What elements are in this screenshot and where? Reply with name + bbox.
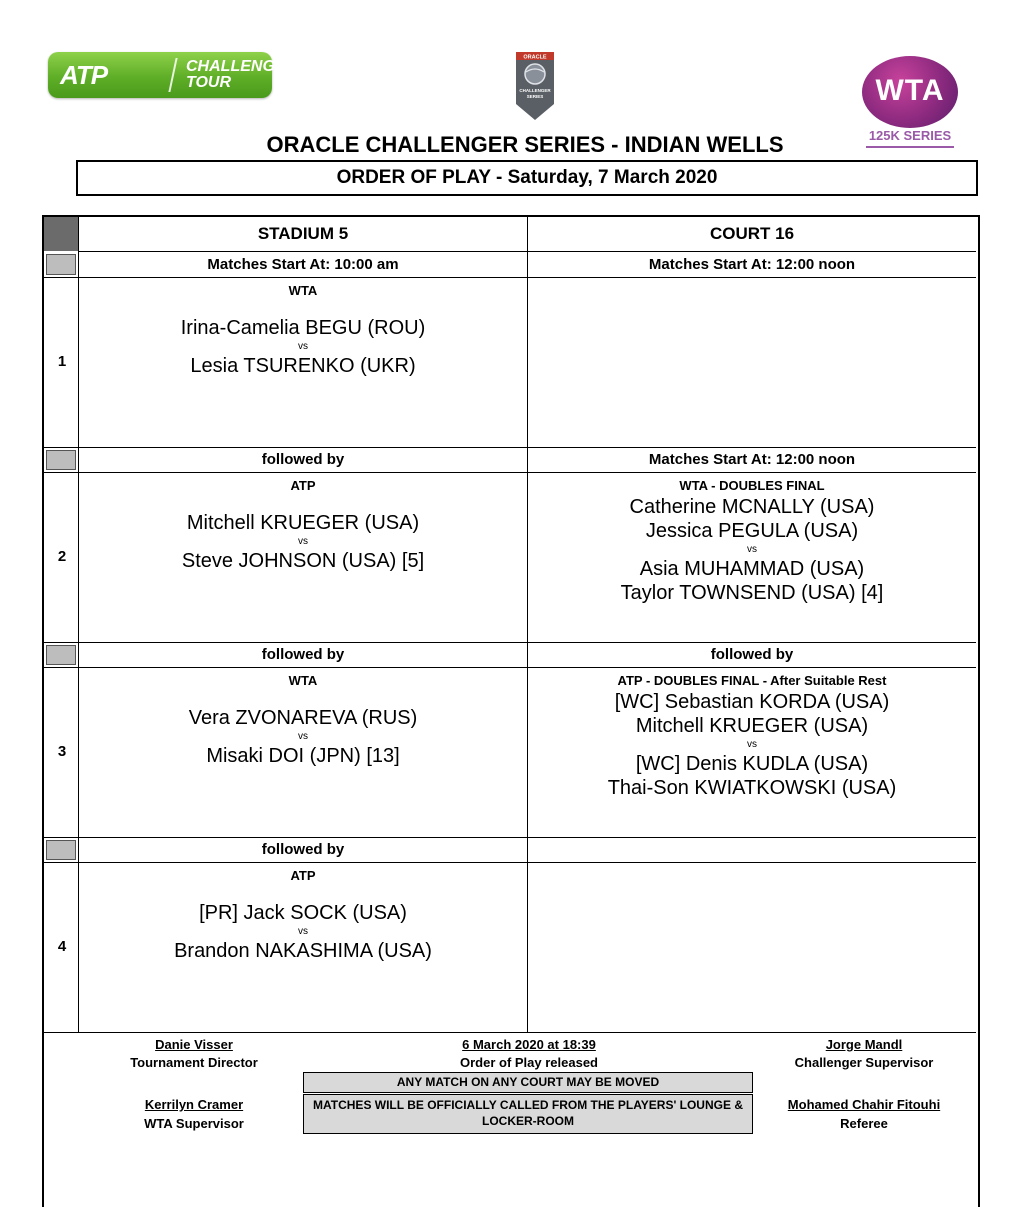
player-name: Vera ZVONAREVA (RUS): [188, 707, 418, 729]
player-name: Mitchell KRUEGER (USA): [186, 512, 420, 534]
grid-line: [78, 251, 976, 252]
wta-series-label: 125K SERIES: [868, 128, 952, 143]
atp-challenger-tour-logo: [48, 52, 298, 98]
player-name: Mitchell KRUEGER (USA): [635, 715, 869, 737]
start-time-court-16: Matches Start At: 12:00 noon: [648, 256, 856, 273]
court-header-court-16: COURT 16: [709, 224, 795, 243]
player-name: Jessica PEGULA (USA): [645, 520, 859, 542]
court-divider: [527, 217, 528, 1033]
player-name: Asia MUHAMMAD (USA): [639, 558, 865, 580]
tournament-title: ORACLE CHALLENGER SERIES - INDIAN WELLS: [266, 132, 784, 157]
grid-line: [44, 667, 976, 668]
oracle-logo-text: ORACLE: [523, 54, 547, 61]
start-time-stadium-5: Matches Start At: 10:00 am: [207, 256, 399, 273]
grid-line: [44, 862, 976, 863]
referee-role: Referee: [840, 1116, 888, 1131]
player-name: Misaki DOI (JPN) [13]: [206, 745, 400, 767]
header-marker: [46, 254, 76, 275]
atp-logo-mark: ATP: [60, 60, 108, 90]
release-label: Order of Play released: [459, 1055, 598, 1070]
match-card: [79, 282, 527, 378]
corner-cell: [44, 217, 78, 251]
match-card: [528, 477, 976, 605]
atp-logo-subtitle: CHALLENGER TOUR: [186, 58, 298, 91]
tournament-director-role: Tournament Director: [130, 1055, 258, 1070]
row-number: 1: [57, 353, 67, 370]
match-card: [528, 672, 976, 800]
versus-label: vs: [298, 341, 308, 352]
match-category: ATP - DOUBLES FINAL - After Suitable Rest: [617, 673, 887, 688]
challenger-supervisor-name: Jorge Mandl: [825, 1037, 903, 1052]
player-name: Thai-Son KWIATKOWSKI (USA): [607, 777, 897, 799]
referee-name: Mohamed Chahir Fitouhi: [787, 1097, 941, 1112]
match-card: [79, 867, 527, 963]
header-marker: [46, 450, 76, 470]
wta-supervisor-name: Kerrilyn Cramer: [144, 1097, 244, 1112]
player-name: Irina-Camelia BEGU (ROU): [180, 317, 426, 339]
wta-logo-mark: WTA: [875, 74, 945, 107]
followed-by-label: followed by: [261, 451, 345, 468]
player-name: Catherine MCNALLY (USA): [629, 496, 875, 518]
match-category: ATP: [290, 868, 316, 883]
match-card: [79, 477, 527, 573]
versus-label: vs: [747, 739, 757, 750]
match-category: WTA: [288, 673, 318, 688]
versus-label: vs: [298, 926, 308, 937]
match-card: [79, 672, 527, 768]
player-name: Steve JOHNSON (USA) [5]: [181, 550, 425, 572]
court-header-stadium-5: STADIUM 5: [257, 224, 349, 243]
svg-text:CHALLENGER: CHALLENGER: [519, 88, 551, 93]
match-category: WTA: [288, 283, 318, 298]
release-timestamp: 6 March 2020 at 18:39: [462, 1037, 596, 1052]
followed-by-label: followed by: [710, 646, 794, 663]
wta-supervisor-role: WTA Supervisor: [144, 1116, 244, 1131]
row-number: 2: [57, 548, 67, 565]
header-marker: [46, 840, 76, 860]
grid-line: [44, 472, 976, 473]
row-number: 4: [57, 938, 67, 955]
grid-line: [44, 277, 976, 278]
svg-text:SERIES: SERIES: [526, 94, 544, 99]
player-name: [WC] Denis KUDLA (USA): [635, 753, 869, 775]
row-number: 3: [57, 743, 67, 760]
followed-by-label: followed by: [261, 841, 345, 858]
player-name: [WC] Sebastian KORDA (USA): [614, 691, 890, 713]
grid-line: [44, 1032, 976, 1033]
player-name: Lesia TSURENKO (UKR): [190, 355, 416, 377]
player-name: Brandon NAKASHIMA (USA): [174, 940, 432, 962]
start-time-court-16-row-2: Matches Start At: 12:00 noon: [648, 451, 856, 468]
order-of-play-date: ORDER OF PLAY - Saturday, 7 March 2020: [76, 160, 978, 196]
challenger-supervisor-role: Challenger Supervisor: [794, 1055, 934, 1070]
versus-label: vs: [747, 544, 757, 555]
versus-label: vs: [298, 731, 308, 742]
notice-match-moved: ANY MATCH ON ANY COURT MAY BE MOVED: [303, 1072, 753, 1093]
match-category: WTA - DOUBLES FINAL: [679, 478, 825, 493]
atp-logo-divider: [168, 58, 177, 92]
tournament-director-name: Danie Visser: [155, 1037, 233, 1052]
match-category: ATP: [290, 478, 316, 493]
player-name: [PR] Jack SOCK (USA): [199, 902, 407, 924]
header-marker: [46, 645, 76, 665]
player-name: Taylor TOWNSEND (USA) [4]: [620, 582, 884, 604]
schedule-grid: [42, 215, 980, 1207]
oracle-challenger-series-logo: [510, 52, 560, 122]
followed-by-label: followed by: [261, 646, 345, 663]
versus-label: vs: [298, 536, 308, 547]
notice-match-called: MATCHES WILL BE OFFICIALLY CALLED FROM THE PLAYERS' LOUNGE & LOCKER-ROOM: [303, 1094, 753, 1134]
